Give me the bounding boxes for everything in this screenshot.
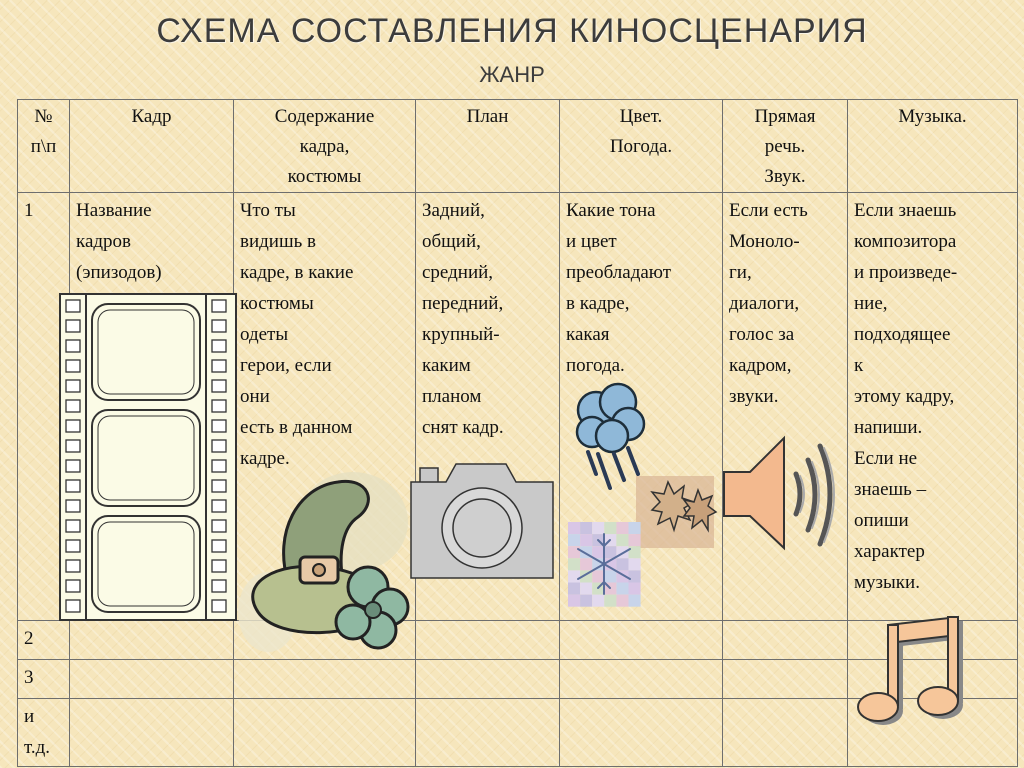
table-cell bbox=[723, 660, 848, 699]
table-cell: Что ты видишь в кадре, в какие костюмы одеты герои, если они есть в данном кадре. bbox=[234, 193, 416, 621]
table-cell bbox=[234, 660, 416, 699]
table-cell bbox=[70, 660, 234, 699]
table-cell: Название кадров (эпизодов) bbox=[70, 193, 234, 621]
table-cell bbox=[234, 699, 416, 767]
header-content: Содержание кадра, костюмы bbox=[234, 100, 416, 193]
speaker-icon bbox=[720, 430, 860, 555]
snowflake-tile-icon bbox=[568, 522, 641, 607]
header-speech-sound: Прямая речь. Звук. bbox=[723, 100, 848, 193]
header-number: № п\п bbox=[18, 100, 70, 193]
table-cell: и т.д. bbox=[18, 699, 70, 767]
hat-with-flower-icon bbox=[228, 462, 413, 662]
table-cell bbox=[560, 621, 723, 660]
table-cell: 3 bbox=[18, 660, 70, 699]
table-cell: 1 bbox=[18, 193, 70, 621]
slide-title: СХЕМА СОСТАВЛЕНИЯ КИНОСЦЕНАРИЯ bbox=[156, 12, 868, 50]
table-cell bbox=[560, 660, 723, 699]
table-cell bbox=[416, 660, 560, 699]
header-music: Музыка. bbox=[848, 100, 1018, 193]
table-cell bbox=[416, 621, 560, 660]
header-color-weather: Цвет. Погода. bbox=[560, 100, 723, 193]
table-cell: Какие тона и цвет преобладают в кадре, какая погода. bbox=[560, 193, 723, 621]
table-cell bbox=[723, 621, 848, 660]
table-cell bbox=[560, 699, 723, 767]
autumn-leaves-icon bbox=[632, 472, 718, 552]
table-cell: Если знаешь композитора и произведе- ние, подходящее к этому кадру, напиши. Если не знаешь – опиши характер музыки. bbox=[848, 193, 1018, 621]
table-cell: Если есть Моноло- ги, диалоги, голос за кадром, звуки. bbox=[723, 193, 848, 621]
film-strip-icon bbox=[58, 292, 238, 622]
table-cell: Задний, общий, средний, передний, крупный- каким планом снят кадр. bbox=[416, 193, 560, 621]
music-note-icon bbox=[852, 615, 976, 735]
table-cell: 2 bbox=[18, 621, 70, 660]
header-shot: План bbox=[416, 100, 560, 193]
table-cell bbox=[723, 699, 848, 767]
table-cell bbox=[70, 699, 234, 767]
header-frame: Кадр bbox=[70, 100, 234, 193]
table-cell bbox=[70, 621, 234, 660]
header-row bbox=[18, 100, 1018, 193]
slide-subtitle: ЖАНР bbox=[479, 62, 545, 87]
table-cell bbox=[416, 699, 560, 767]
camera-icon bbox=[408, 462, 556, 582]
